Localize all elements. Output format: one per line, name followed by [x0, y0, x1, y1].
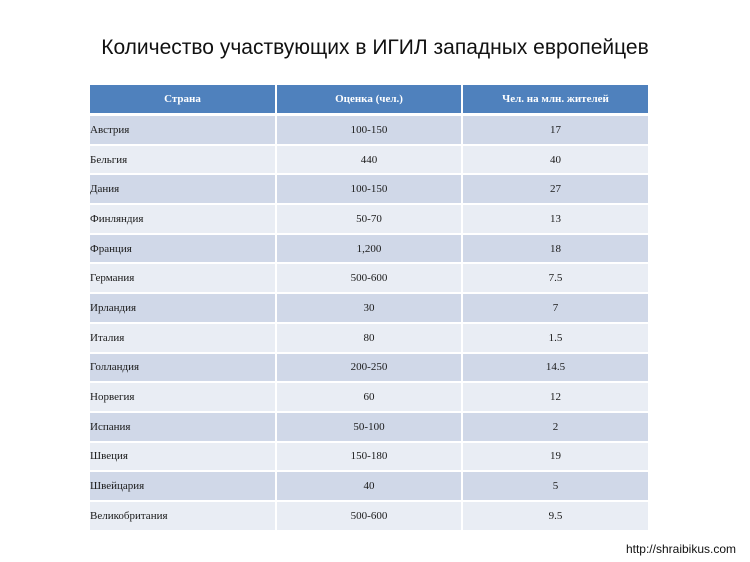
cell-estimate: 80: [276, 323, 462, 353]
column-header-estimate: Оценка (чел.): [276, 85, 462, 115]
cell-country: Ирландия: [90, 293, 276, 323]
cell-per-million: 7.5: [462, 263, 648, 293]
cell-estimate: 50-100: [276, 412, 462, 442]
cell-estimate: 100-150: [276, 115, 462, 145]
table-row: [90, 382, 648, 412]
cell-per-million: 1.5: [462, 323, 648, 353]
cell-per-million: 12: [462, 382, 648, 412]
cell-per-million: 9.5: [462, 501, 648, 531]
table-row: [90, 412, 648, 442]
cell-per-million: 5: [462, 471, 648, 501]
cell-estimate: 100-150: [276, 174, 462, 204]
table-row: [90, 293, 648, 323]
table-header-row: [90, 85, 648, 115]
column-header-country: Страна: [90, 85, 276, 115]
table-row: [90, 501, 648, 531]
table-row: [90, 263, 648, 293]
table-row: [90, 145, 648, 175]
cell-estimate: 500-600: [276, 263, 462, 293]
table-row: [90, 174, 648, 204]
cell-country: Австрия: [90, 115, 276, 145]
cell-country: Испания: [90, 412, 276, 442]
cell-country: Голландия: [90, 353, 276, 383]
cell-per-million: 19: [462, 442, 648, 472]
table-row: [90, 323, 648, 353]
cell-per-million: 17: [462, 115, 648, 145]
cell-estimate: 60: [276, 382, 462, 412]
table-row: [90, 234, 648, 264]
table-row: [90, 442, 648, 472]
cell-estimate: 1,200: [276, 234, 462, 264]
cell-country: Дания: [90, 174, 276, 204]
cell-estimate: 200-250: [276, 353, 462, 383]
cell-country: Швейцария: [90, 471, 276, 501]
cell-estimate: 150-180: [276, 442, 462, 472]
cell-per-million: 2: [462, 412, 648, 442]
cell-estimate: 40: [276, 471, 462, 501]
cell-estimate: 500-600: [276, 501, 462, 531]
table-row: [90, 204, 648, 234]
cell-per-million: 27: [462, 174, 648, 204]
cell-country: Италия: [90, 323, 276, 353]
table-row: [90, 115, 648, 145]
cell-country: Финляндия: [90, 204, 276, 234]
slide-title: Количество участвующих в ИГИЛ западных европейцев: [101, 36, 649, 59]
cell-per-million: 7: [462, 293, 648, 323]
cell-country: Франция: [90, 234, 276, 264]
cell-country: Германия: [90, 263, 276, 293]
cell-per-million: 18: [462, 234, 648, 264]
cell-per-million: 40: [462, 145, 648, 175]
column-header-per-million: Чел. на млн. жителей: [462, 85, 648, 115]
cell-country: Норвегия: [90, 382, 276, 412]
table-row: [90, 353, 648, 383]
table-row: [90, 471, 648, 501]
cell-estimate: 440: [276, 145, 462, 175]
source-url: http://shraibikus.com: [625, 542, 736, 556]
cell-country: Бельгия: [90, 145, 276, 175]
cell-country: Великобритания: [90, 501, 276, 531]
cell-estimate: 50-70: [276, 204, 462, 234]
cell-per-million: 13: [462, 204, 648, 234]
data-table: [90, 85, 648, 532]
cell-per-million: 14.5: [462, 353, 648, 383]
cell-estimate: 30: [276, 293, 462, 323]
cell-country: Швеция: [90, 442, 276, 472]
